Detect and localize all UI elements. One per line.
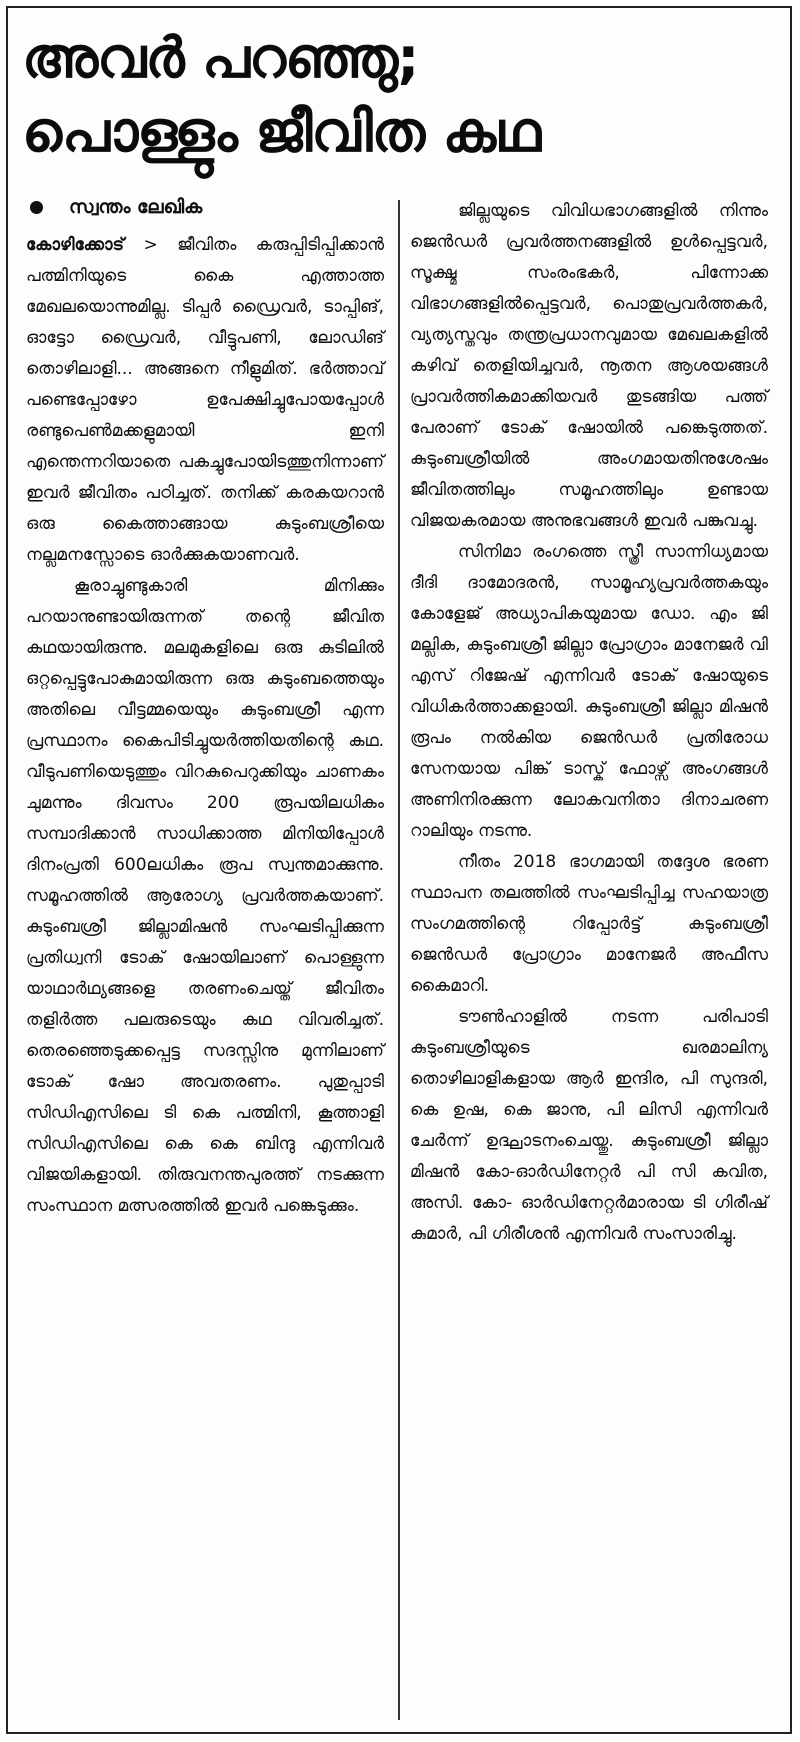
right-paragraph-2: സിനിമാ രംഗത്തെ സ്ത്രീ സാന്നിധ്യമായ ദീദി ദാമോദരൻ, സാമൂഹ്യപ്രവർത്തകയും കോളേജ് അധ്യാപികയുമായ ഡോ. എം ജി മല്ലിക, കുടുംബശ്രീ ജില്ലാ പ്രോഗ്രാം മാനേജർ വി എസ് റിജേഷ് എന്നിവർ ടോക് ഷോയുടെ വിധികർത്താക്കളായി. കുടുംബശ്രീ ജില്ലാ മിഷൻ രൂപം നൽകിയ ജെൻഡർ പ്രതിരോധ സേനയായ പിങ്ക് ടാസ്ക് ഫോഴ്സ് അംഗങ്ങൾ അണിനിരക്കുന്ന ലോകവനിതാ ദിനാചരണ റാലിയും നടന്നു. — [410, 542, 768, 841]
left-paragraph-2: കൂരാച്ചുണ്ടുകാരി മിനിക്കും പറയാനുണ്ടായിരുന്നത് തന്റെ ജീവിത കഥയായിരുന്നു. മലമുകളിലെ ഒരു കുടിലിൽ ഒറ്റപ്പെട്ടുപോകുമായിരുന്ന ഒരു കുടുംബത്തെയും അതിലെ വീട്ടമ്മയെയും കുടുംബശ്രീ എന്ന പ്രസ്ഥാനം കൈപിടിച്ചുയർത്തിയതിന്റെ കഥ. വീടുപണിയെടുത്തും വിറകുപെറുക്കിയും ചാണകം ചുമന്നും ദിവസം 200 രൂപയിലധികം സമ്പാദിക്കാൻ സാധിക്കാത്ത മിനിയിപ്പോൾ ദിനംപ്രതി 600ലധികം രൂപ സ്വന്തമാക്കുന്നു. സമൂഹത്തിൽ ആരോഗ്യ പ്രവർത്തകയാണ്. കുടുംബശ്രീ ജില്ലാമിഷൻ സംഘടിപ്പിക്കുന്ന പ്രതിധ്വനി ടോക് ഷോയിലാണ് പൊള്ളുന്ന യാഥാർഥ്യങ്ങളെ തരണംചെയ്ത് ജീവിതം തളിർത്ത പലരുടെയും കഥ വിവരിച്ചത്. തെരഞ്ഞെടുക്കപ്പെട്ട സദസ്സിനു മുന്നിലാണ് ടോക് ഷോ അവതരണം. പുതുപ്പാടി സിഡിഎസിലെ ടി കെ പത്മിനി, കൂത്താളി സിഡിഎസിലെ കെ കെ ബിന്ദു എന്നിവർ വിജയികളായി. തിരുവനന്തപുരത്ത് നടക്കുന്ന സംസ്ഥാന മത്സരത്തിൽ ഇവർ പങ്കെടുക്കും. — [26, 576, 384, 1216]
headline-line-1: അവർ പറഞ്ഞു; — [22, 26, 419, 91]
headline — [22, 22, 762, 170]
right-paragraph-1: ജില്ലയുടെ വിവിധഭാഗങ്ങളിൽ നിന്നും ജെൻഡർ പ്രവർത്തനങ്ങളിൽ ഉൾപ്പെട്ടവർ, സൂക്ഷ്മ സംരംഭകർ, പിന്നോക്ക വിഭാഗങ്ങളിൽപ്പെട്ടവർ, പൊതുപ്രവർത്തകർ, വ്യത്യസ്തവും തന്ത്രപ്രധാനവുമായ മേഖലകളിൽ കഴിവ് തെളിയിച്ചവർ, നൂതന ആശയങ്ങൾ പ്രാവർത്തികമാക്കിയവർ തുടങ്ങിയ പത്ത് പേരാണ് ടോക് ഷോയിൽ പങ്കെടുത്തത്. കുടുംബശ്രീയിൽ അംഗമായതിനുശേഷം ജീവിതത്തിലും സമൂഹത്തിലും ഉണ്ടായ വിജയകരമായ അനുഭവങ്ങൾ ഇവർ പങ്കുവച്ചു. — [410, 201, 768, 531]
dateline: കോഴിക്കോട് — [26, 235, 125, 255]
byline — [30, 196, 202, 218]
right-column — [410, 196, 768, 1250]
column-divider — [398, 200, 400, 1720]
byline-text: സ്വന്തം ലേഖിക — [69, 196, 203, 218]
left-column — [26, 230, 384, 1222]
headline-line-2: പൊള്ളും ജീവിത കഥ — [22, 100, 541, 165]
left-paragraph-1-text: > ജീവിതം കരുപ്പിടിപ്പിക്കാൻ പത്മിനിയുടെ കൈ എത്താത്ത മേഖലയൊന്നുമില്ല. ടിപ്പർ ഡ്രൈവർ, ടാപ്പിങ്, ഓട്ടോ ഡ്രൈവർ, വീട്ടുപണി, ലോഡിങ് തൊഴിലാളി... അങ്ങനെ നീളുമിത്. ഭർത്താവ് പണ്ടെപ്പോഴോ ഉപേക്ഷിച്ചുപോയപ്പോൾ രണ്ടുപെൺമക്കളുമായി ഇനി എന്തെന്നറിയാതെ പകച്ചുപോയിടത്തുനിന്നാണ് ഇവർ ജീവിതം പഠിച്ചത്. തനിക്ക് കരകയറാൻ ഒരു കൈത്താങ്ങായ കുടുംബശ്രീയെ നല്ലമനസ്സോടെ ഓർക്കുകയാണവർ. — [26, 235, 384, 565]
right-paragraph-4: ടൗൺഹാളിൽ നടന്ന പരിപാടി കുടുംബശ്രീയുടെ ഖരമാലിന്യ തൊഴിലാളികളായ ആർ ഇന്ദിര, പി സുന്ദരി, കെ ഉഷ, കെ ജാനു, പി ലിസി എന്നിവർ ചേർന്ന് ഉദ്ഘാടനംചെയ്തു. കുടുംബശ്രീ ജില്ലാ മിഷൻ കോ-ഓർഡിനേറ്റർ പി സി കവിത, അസി. കോ- ഓർഡിനേറ്റർമാരായ ടി ഗിരീഷ് കുമാർ, പി ഗിരീശൻ എന്നിവർ സംസാരിച്ചു. — [410, 1007, 768, 1244]
right-paragraph-3: നീതം 2018 ഭാഗമായി തദ്ദേശ ഭരണ സ്ഥാപന തലത്തിൽ സംഘടിപ്പിച്ച സഹയാത്ര സംഗമത്തിന്റെ റിപ്പോർട്ട് കുടുംബശ്രീ ജെൻഡർ പ്രോഗ്രാം മാനേജർ അഫീസ കൈമാറി. — [410, 852, 768, 996]
left-paragraph-1 — [26, 230, 384, 571]
bullet-icon — [30, 201, 43, 214]
